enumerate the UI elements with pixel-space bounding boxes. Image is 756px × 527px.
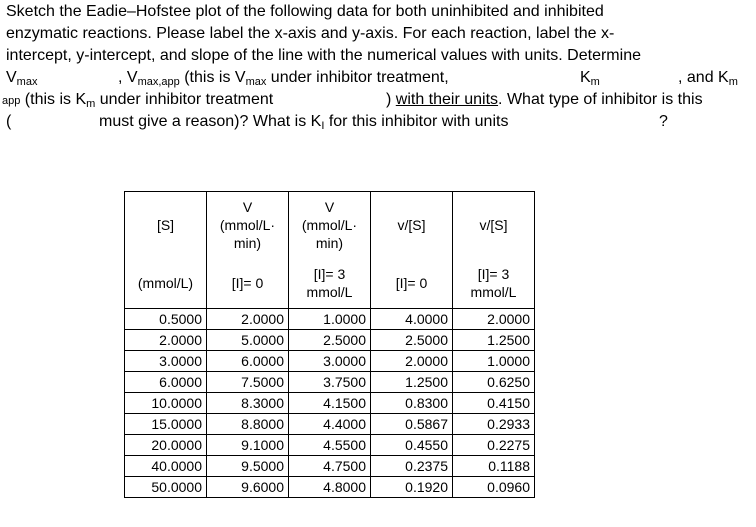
table-cell: 0.1188 bbox=[453, 456, 535, 477]
table-row bbox=[125, 456, 535, 477]
table-header-row-1-cell bbox=[371, 192, 453, 259]
table-cell: 15.0000 bbox=[125, 414, 207, 435]
table-header-row-2-cell bbox=[207, 258, 289, 309]
this-is-k-text: (this is K bbox=[20, 91, 87, 108]
prompt-line-6 bbox=[6, 111, 752, 133]
close-paren: ) bbox=[386, 91, 396, 108]
prompt-line-5 bbox=[2, 89, 752, 111]
table-cell: 2.0000 bbox=[453, 309, 535, 330]
with-units-phrase bbox=[386, 89, 703, 111]
table-header-row-2-cell bbox=[453, 258, 535, 309]
header-text: V bbox=[324, 199, 335, 215]
table-cell: 0.1920 bbox=[371, 477, 453, 498]
table-header-row-2 bbox=[125, 258, 535, 309]
header-text: (mmol/L) bbox=[137, 275, 194, 291]
table-row bbox=[125, 309, 535, 330]
inhibitor-type-question: . What type of inhibitor is this bbox=[498, 91, 703, 108]
table-cell: 4.4000 bbox=[289, 414, 371, 435]
table-cell: 8.8000 bbox=[207, 414, 289, 435]
table-body bbox=[125, 192, 535, 498]
table-cell: 1.0000 bbox=[453, 351, 535, 372]
vmax-sub-2: max bbox=[245, 76, 267, 88]
open-paren: ( bbox=[6, 113, 12, 130]
vmaxapp-sub: max,app bbox=[137, 76, 180, 88]
table-row bbox=[125, 435, 535, 456]
table-cell: 0.2933 bbox=[453, 414, 535, 435]
km-sub-2: m bbox=[728, 76, 738, 88]
table-cell: 4.0000 bbox=[371, 309, 453, 330]
header-text: v/[S] bbox=[479, 217, 508, 233]
table-cell: 0.2275 bbox=[453, 435, 535, 456]
app-sub: app bbox=[2, 95, 21, 107]
ki-sub: I bbox=[321, 120, 325, 132]
vmax-main: V bbox=[6, 69, 17, 86]
prompt-text-1: Sketch the Eadie–Hofstee plot of the following data for both uninhibited and inhibited bbox=[6, 3, 604, 20]
table-cell: 2.5000 bbox=[289, 330, 371, 351]
table-cell: 9.6000 bbox=[207, 477, 289, 498]
table-cell: 0.0960 bbox=[453, 477, 535, 498]
table-header-row-1-cell bbox=[289, 192, 371, 259]
table-cell: 2.0000 bbox=[371, 351, 453, 372]
header-text: [S] bbox=[156, 217, 175, 233]
table-cell: 0.2375 bbox=[371, 456, 453, 477]
under-inhibitor-text-2: under inhibitor treatment bbox=[95, 91, 274, 108]
table-cell: 0.4550 bbox=[371, 435, 453, 456]
table-header-row-1-cell bbox=[453, 192, 535, 259]
header-text: mmol/L bbox=[470, 284, 517, 300]
and-k-text: , and K bbox=[678, 69, 729, 86]
table-cell: 6.0000 bbox=[125, 372, 207, 393]
header-text: [I]= 0 bbox=[231, 275, 264, 291]
header-text: V bbox=[242, 199, 253, 215]
must-reason-text: must give a reason)? What is K bbox=[99, 113, 322, 130]
km-sub: m bbox=[590, 76, 600, 88]
under-inhibitor-text: under inhibitor treatment, bbox=[266, 69, 449, 86]
table-cell: 3.0000 bbox=[125, 351, 207, 372]
question-prompt bbox=[2, 1, 752, 133]
vmaxapp-main: , V bbox=[118, 69, 138, 86]
table-cell: 4.1500 bbox=[289, 393, 371, 414]
table-row bbox=[125, 393, 535, 414]
for-inhibitor-text: for this inhibitor with units bbox=[324, 113, 509, 130]
table-cell: 1.2500 bbox=[371, 372, 453, 393]
header-text: [I]= 3 bbox=[477, 266, 510, 282]
header-text: [I]= 3 bbox=[313, 266, 346, 282]
table-cell: 4.8000 bbox=[289, 477, 371, 498]
kinetics-data-table bbox=[124, 191, 535, 498]
table-cell: 2.0000 bbox=[125, 330, 207, 351]
table-row bbox=[125, 351, 535, 372]
table-cell: 9.5000 bbox=[207, 456, 289, 477]
table-cell: 2.5000 bbox=[371, 330, 453, 351]
table-row bbox=[125, 330, 535, 351]
table-cell: 0.5867 bbox=[371, 414, 453, 435]
km-sub-3: m bbox=[86, 98, 96, 110]
prompt-line-4 bbox=[6, 67, 752, 89]
table-cell: 4.7500 bbox=[289, 456, 371, 477]
table-cell: 0.4150 bbox=[453, 393, 535, 414]
table-cell: 2.0000 bbox=[207, 309, 289, 330]
table-row bbox=[125, 477, 535, 498]
table-row bbox=[125, 372, 535, 393]
table-cell: 10.0000 bbox=[125, 393, 207, 414]
question-mark: ? bbox=[659, 113, 668, 130]
header-text: min) bbox=[315, 235, 344, 251]
table-cell: 8.3000 bbox=[207, 393, 289, 414]
table-header-row-2-cell bbox=[125, 258, 207, 309]
table-header-row-1 bbox=[125, 192, 535, 259]
with-units-underlined: with their units bbox=[395, 91, 499, 108]
prompt-text-2: enzymatic reactions. Please label the x-axis and y-axis. For each reaction, label the x- bbox=[6, 25, 615, 42]
vmax-sub: max bbox=[16, 76, 38, 88]
table-cell: 40.0000 bbox=[125, 456, 207, 477]
table-header-row-1-cell bbox=[125, 192, 207, 259]
table-row bbox=[125, 414, 535, 435]
table-cell: 0.6250 bbox=[453, 372, 535, 393]
table-cell: 0.5000 bbox=[125, 309, 207, 330]
prompt-line-2 bbox=[6, 23, 752, 45]
km-main: K bbox=[580, 69, 591, 86]
this-is-v-text: (this is V bbox=[179, 69, 246, 86]
table-header-row-1-cell bbox=[207, 192, 289, 259]
table-cell: 5.0000 bbox=[207, 330, 289, 351]
reason-question bbox=[99, 111, 508, 137]
header-text: v/[S] bbox=[397, 217, 426, 233]
table-cell: 6.0000 bbox=[207, 351, 289, 372]
table-cell: 0.8300 bbox=[371, 393, 453, 414]
table-cell: 1.0000 bbox=[289, 309, 371, 330]
prompt-line-1 bbox=[6, 1, 752, 23]
prompt-line-3 bbox=[6, 45, 752, 67]
header-text: (mmol/L· bbox=[301, 217, 358, 233]
header-text: [I]= 0 bbox=[395, 275, 428, 291]
table-header-row-2-cell bbox=[289, 258, 371, 309]
table-cell: 20.0000 bbox=[125, 435, 207, 456]
table-cell: 7.5000 bbox=[207, 372, 289, 393]
table-cell: 3.0000 bbox=[289, 351, 371, 372]
table-cell: 50.0000 bbox=[125, 477, 207, 498]
table-cell: 9.1000 bbox=[207, 435, 289, 456]
header-text: (mmol/L· bbox=[219, 217, 276, 233]
table-cell: 4.5500 bbox=[289, 435, 371, 456]
table-cell: 1.2500 bbox=[453, 330, 535, 351]
header-text: mmol/L bbox=[306, 284, 353, 300]
table-cell: 3.7500 bbox=[289, 372, 371, 393]
table-header-row-2-cell bbox=[371, 258, 453, 309]
header-text: min) bbox=[233, 235, 262, 251]
prompt-text-3: intercept, y-intercept, and slope of the line with the numerical values with units. Determine bbox=[6, 47, 641, 64]
